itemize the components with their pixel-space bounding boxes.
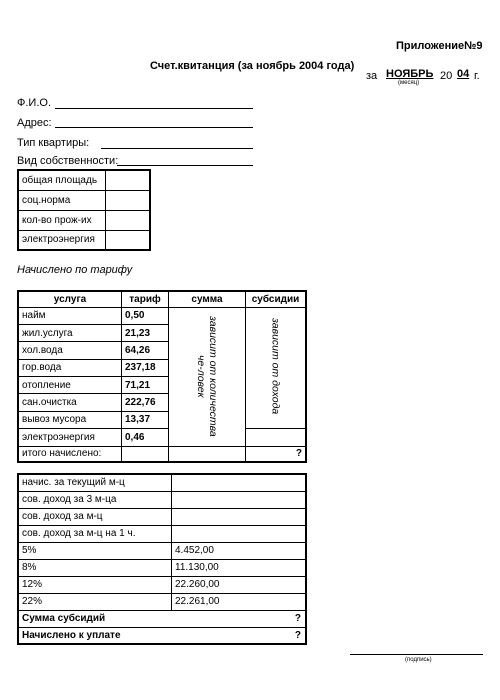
service-name: хол.вода [18, 342, 122, 359]
income-label: 12% [18, 576, 172, 593]
header-rate: тариф [122, 291, 169, 307]
income-value: 22.260,00 [172, 576, 307, 593]
due-row [18, 627, 306, 644]
section-title: Начислено по тарифу [17, 264, 133, 276]
apt-type-line[interactable] [101, 148, 253, 149]
subsidy-note-cell [246, 307, 307, 429]
signature-caption: (подпись) [405, 657, 432, 663]
info-row-value[interactable] [106, 190, 151, 210]
subsidy-sum-q: ? [294, 613, 301, 624]
service-name: жил.услуга [18, 324, 122, 341]
year-prefix: 20 [440, 70, 453, 82]
header-service: услуга [18, 291, 122, 307]
service-rate: 13,37 [122, 411, 169, 428]
tariff-table [17, 290, 307, 463]
ownership-label: Вид собственности: [17, 155, 119, 167]
subsidy-sum-row [18, 610, 306, 627]
for-label: за [366, 70, 378, 82]
year-suffix: г. [474, 70, 480, 82]
sum-note: зависит от количества че-ловек [195, 316, 219, 437]
service-rate: 21,23 [122, 324, 169, 341]
income-value: 11.130,00 [172, 559, 307, 576]
service-name: электроэнергия [18, 429, 122, 446]
service-rate: 237,18 [122, 359, 169, 376]
info-row-label: электроэнергия [18, 230, 106, 250]
subsidy-empty [246, 429, 307, 446]
info-row-value[interactable] [106, 210, 151, 230]
income-label: сов. доход за 3 м-ца [18, 491, 172, 508]
signature-line[interactable] [350, 654, 483, 655]
income-value: 4.452,00 [172, 542, 307, 559]
income-label: начис. за текущий м-ц [18, 474, 172, 491]
info-table [17, 169, 151, 251]
due-q: ? [294, 629, 301, 641]
month-value: НОЯБРЬ [386, 68, 434, 80]
document-title: Счет.квитанция (за ноябрь 2004 года) [150, 60, 355, 72]
service-name: вывоз мусора [18, 411, 122, 428]
subsidy-sum-label: Сумма субсидий [22, 613, 106, 624]
service-name: гор.вода [18, 359, 122, 376]
due-label: Начислено к уплате [22, 629, 121, 641]
service-rate: 0,46 [122, 429, 169, 446]
header-sum: сумма [169, 291, 246, 307]
year-value: 04 [457, 68, 470, 80]
fio-line[interactable] [55, 108, 253, 109]
income-label: 5% [18, 542, 172, 559]
address-line[interactable] [55, 127, 253, 128]
service-rate: 71,21 [122, 377, 169, 394]
income-label: 22% [18, 593, 172, 610]
income-value [172, 474, 307, 491]
address-label: Адрес: [17, 117, 52, 129]
income-value [172, 508, 307, 525]
service-rate: 0,50 [122, 307, 169, 324]
info-row-value[interactable] [106, 170, 151, 190]
income-label: сов. доход за м-ц [18, 508, 172, 525]
info-row-label: общая площадь [18, 170, 106, 190]
income-value [172, 491, 307, 508]
income-label: сов. доход за м-ц на 1 ч. [18, 525, 172, 542]
total-rate [122, 446, 169, 462]
service-rate: 222,76 [122, 394, 169, 411]
income-label: 8% [18, 559, 172, 576]
info-row-label: соц.норма [18, 190, 106, 210]
total-label: итого начислено: [18, 446, 122, 462]
total-subsidy: ? [246, 446, 307, 462]
service-name: найм [18, 307, 122, 324]
appendix-label: Приложение№9 [396, 40, 483, 52]
service-name: отопление [18, 377, 122, 394]
subsidy-note: зависит от дохода [269, 318, 282, 415]
apt-type-label: Тип квартиры: [17, 137, 90, 149]
info-row-label: кол-во прож-их [18, 210, 106, 230]
income-table [17, 473, 307, 645]
income-value: 22.261,00 [172, 593, 307, 610]
ownership-line[interactable] [117, 165, 253, 166]
month-caption: (месяц) [398, 80, 420, 86]
header-subsidy: субсидии [246, 291, 307, 307]
service-rate: 64,26 [122, 342, 169, 359]
sum-note-cell [169, 307, 246, 446]
service-name: сан.очистка [18, 394, 122, 411]
fio-label: Ф.И.О. [17, 97, 51, 109]
income-value [172, 525, 307, 542]
total-sum[interactable] [169, 446, 246, 462]
info-row-value[interactable] [106, 230, 151, 250]
